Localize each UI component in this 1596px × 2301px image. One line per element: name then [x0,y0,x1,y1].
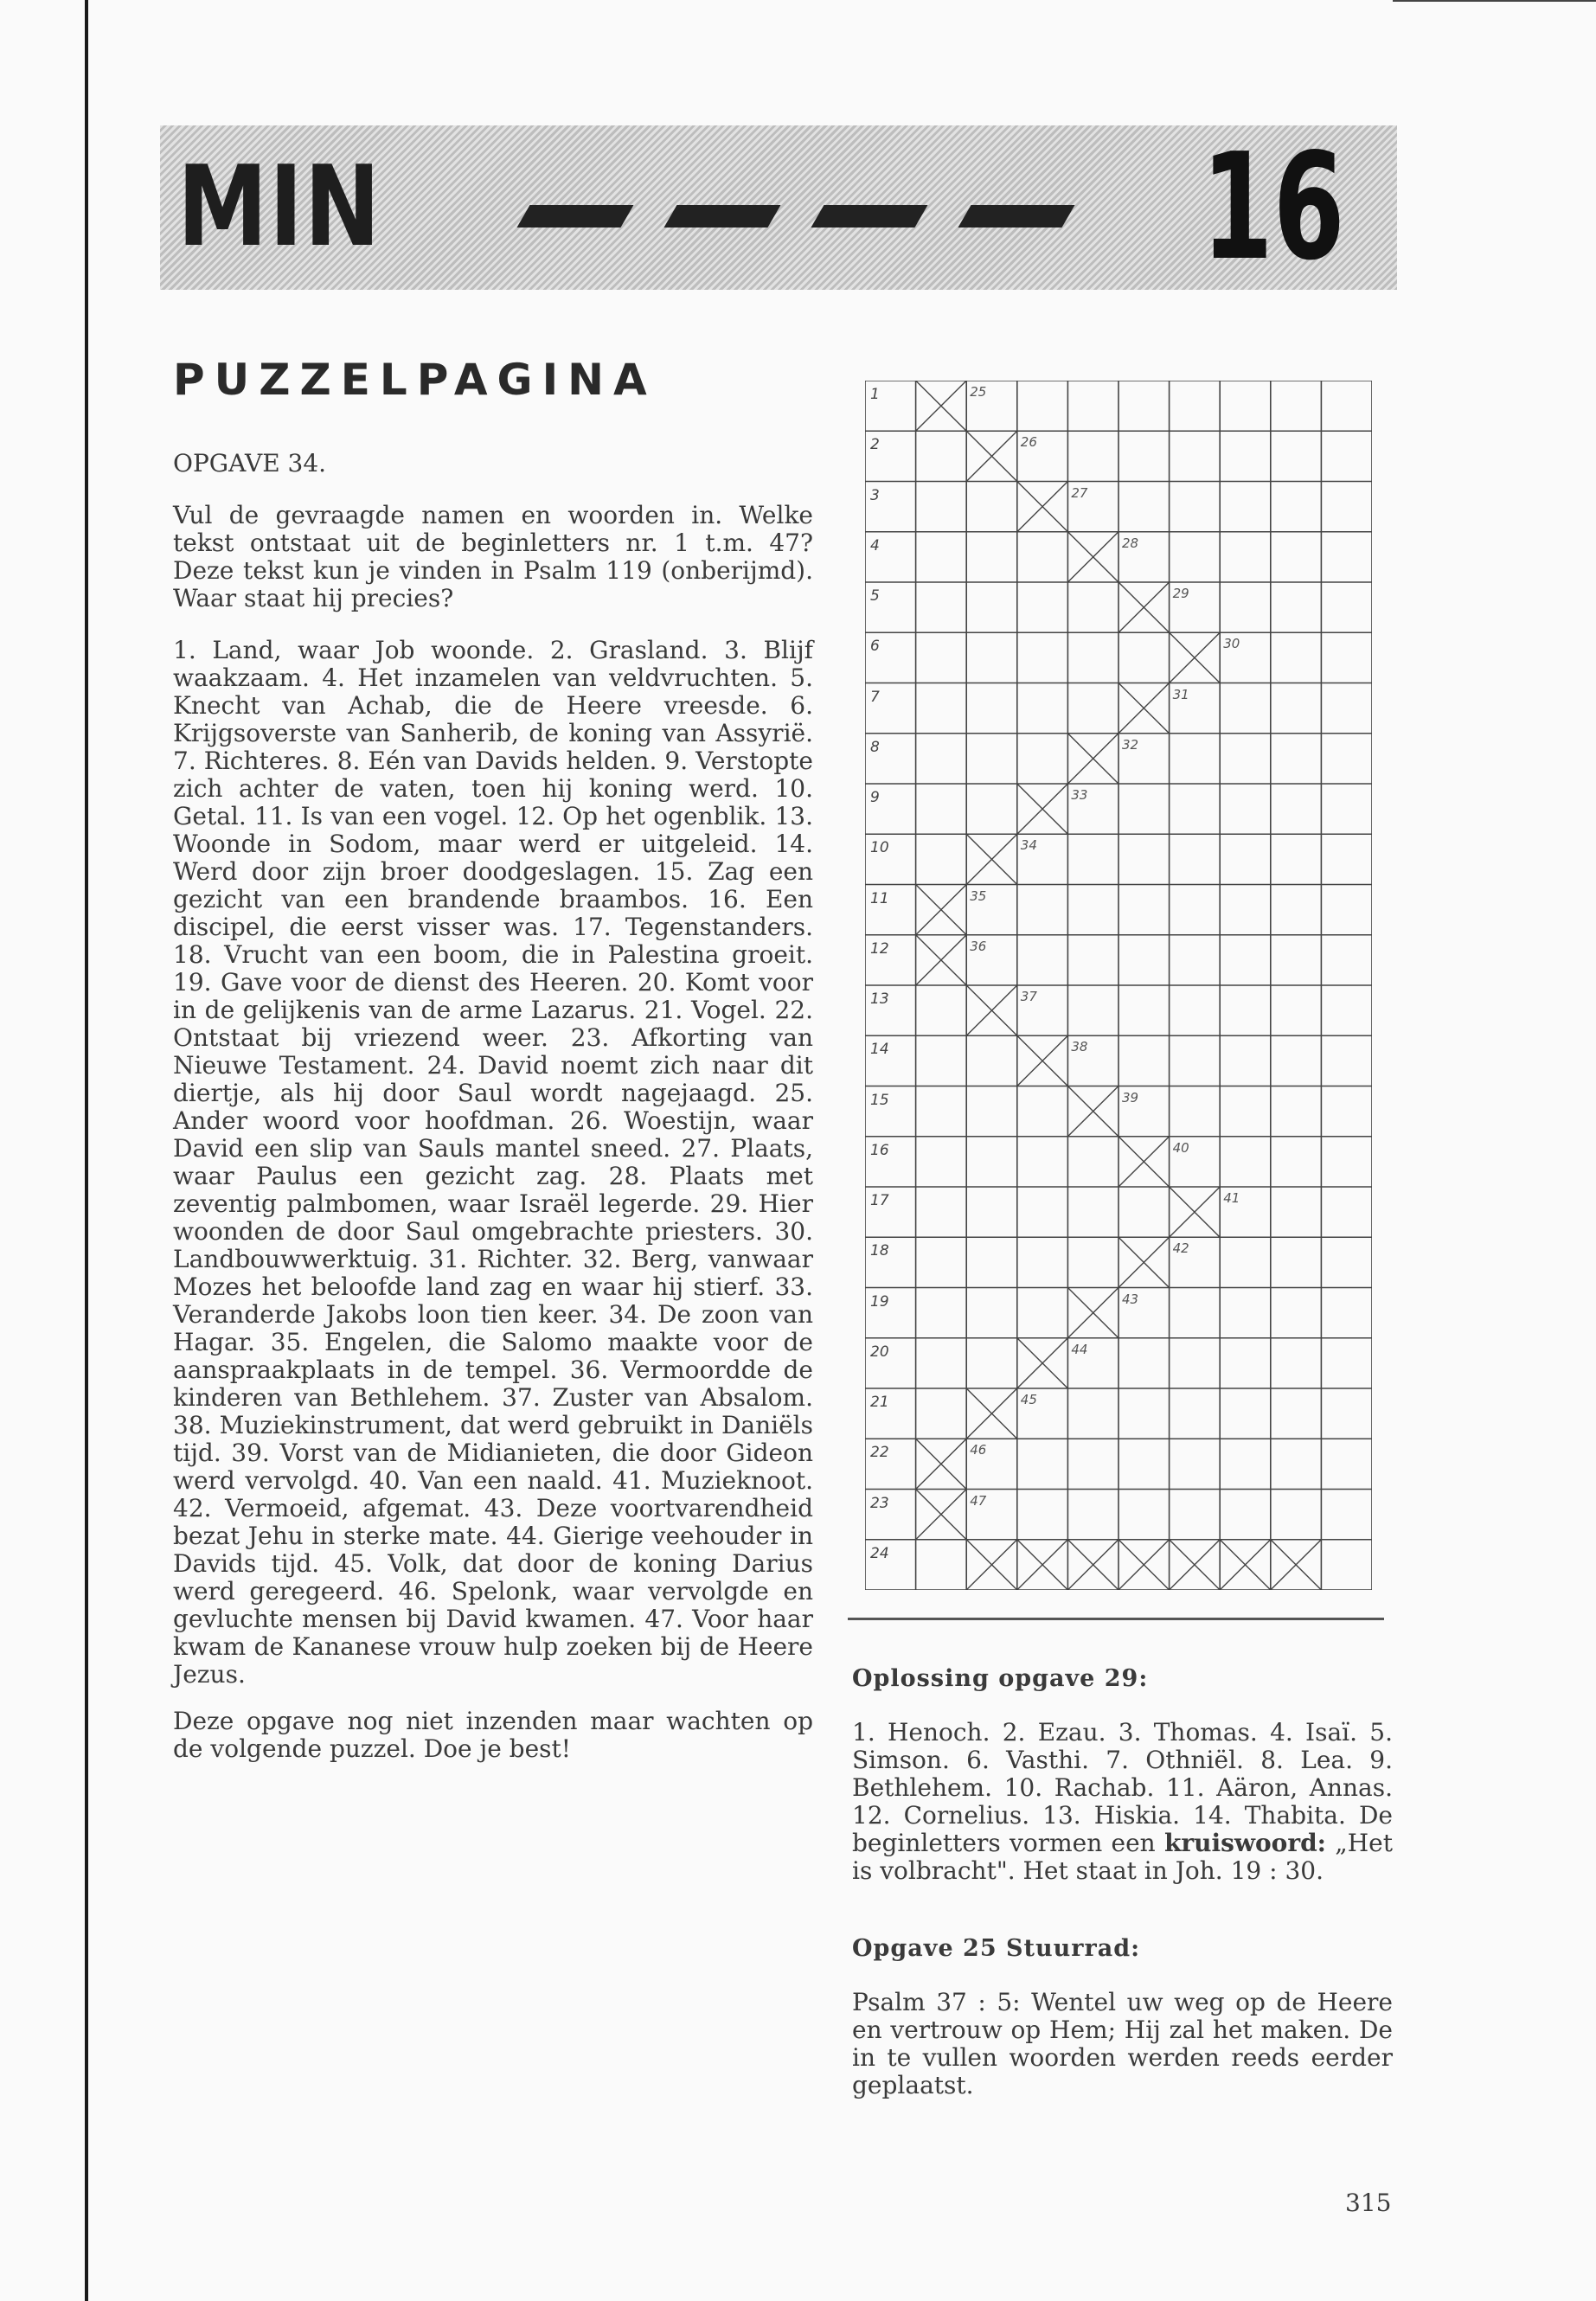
row-number-label: 22 [870,1444,889,1462]
cell-number-label: 27 [1071,484,1088,501]
solution29-text [852,1719,1393,1885]
row-number-label: 6 [870,638,880,656]
cell-number-label: 25 [970,384,987,400]
cell-number-label: 38 [1071,1039,1088,1055]
solution29-heading: Oplossing opgave 29: [852,1665,1149,1692]
row-number-label: 12 [870,939,889,958]
cell-number-label: 40 [1172,1139,1189,1156]
cell-number-label: 34 [1020,837,1037,854]
banner-dash-1 [516,205,633,228]
solutions-column [852,1665,1393,2099]
cell-number-label: 28 [1122,535,1139,551]
cell-number-label: 43 [1122,1291,1139,1307]
row-number-label: 20 [870,1343,889,1361]
banner-dash-3 [811,205,927,228]
row-number-label: 8 [870,738,880,756]
row-number-label: 18 [870,1242,889,1260]
cell-number-label: 41 [1223,1190,1240,1206]
banner-dash-4 [958,205,1074,228]
cell-number-label: 42 [1172,1240,1189,1257]
assignment-column [173,450,813,1763]
cell-number-label: 31 [1172,686,1189,702]
cell-number-label: 39 [1122,1089,1139,1106]
row-number-label: 2 [870,436,880,454]
row-number-label: 23 [870,1494,889,1512]
solution29-bold-word: kruiswoord: [1163,1829,1326,1857]
section-separator [848,1618,1384,1620]
header-banner [160,122,1397,293]
row-number-label: 7 [870,688,880,706]
row-number-label: 21 [870,1394,889,1411]
page-top-rule [1393,0,1596,2]
row-number-label: 16 [870,1141,889,1159]
row-number-label: 9 [870,789,880,806]
row-number-label: 24 [870,1544,889,1562]
cell-number-label: 36 [970,938,987,954]
assignment-intro: Vul de gevraagde namen en woorden in. Welke tekst ontstaat uit de beginletters nr. 1 t.m. 47? Deze tekst kun je vinden in Psalm 119 (onberijmd). Waar staat hij precies? [173,501,813,612]
cell-number-label: 37 [1020,989,1037,1004]
section-title: PUZZELPAGINA [173,355,657,405]
row-number-label: 14 [870,1041,889,1059]
cell-number-label: 30 [1223,636,1240,652]
crossword-grid-lines [865,381,1372,1590]
cell-number-label: 29 [1172,586,1189,601]
row-number-label: 15 [870,1091,889,1109]
assignment-heading: OPGAVE 34. [173,449,327,478]
crossword-grid [865,381,1372,1590]
cell-number-label: 26 [1020,434,1037,451]
banner-number: 16 [1202,122,1345,293]
row-number-label: 5 [870,587,880,605]
solution25-text: Psalm 37 : 5: Wentel uw weg op de Heere en vertrouw op Hem; Hij zal het maken. De in te vullen woorden werden reeds eerder geplaatst. [852,1988,1393,2099]
banner-dash-2 [663,205,780,228]
page-number: 315 [1345,2189,1392,2217]
row-number-label: 10 [870,839,889,857]
assignment-note: Deze opgave nog niet inzenden maar wachten op de volgende puzzel. Doe je best! [173,1707,813,1763]
solution29-text-before: 1. Henoch. 2. Ezau. 3. Thomas. 4. Isaï. 5. Simson. 6. Vasthi. 7. Othniël. 8. Lea. 9. Bethlehem. 10. Rachab. 11. Aäron, Annas. 12. Cornelius. 13. Hiskia. 14. Thabita. De beginletters vormen een [852,1718,1393,1857]
page-edge-rule [85,0,88,2301]
row-number-label: 3 [870,486,880,504]
row-number-label: 1 [870,386,880,403]
cell-number-label: 45 [1020,1392,1037,1407]
assignment-clues: 1. Land, waar Job woonde. 2. Grasland. 3. Blijf waakzaam. 4. Het inzamelen van veldvruchten. 5. Knecht van Achab, die de Heere vreesde. 6. Krijgsoverste van Sanherib, de koning van Assyrië. 7. Richteres. 8. Eén van Davids helden. 9. Verstopte zich achter de vaten, toen hij koning werd. 10. Getal. 11. Is van een vogel. 12. Op het ogenblik. 13. Woonde in Sodom, maar werd er uitgeleid. 14. Werd door zijn broer doodgeslagen. 15. Zag een gezicht van een brandende braambos. 16. Een discipel, die eerst visser was. 17. Tegenstanders. 18. Vrucht van een boom, die in Palestina groeit. 19. Gave voor de dienst des Heeren. 20. Komt voor in de gelijkenis van de arme Lazarus. 21. Vogel. 22. Ontstaat bij vriezend weer. 23. Afkorting van Nieuwe Testament. 24. David noemt zich naar dit diertje, als hij door Saul wordt nagejaagd. 25. Ander woord voor hoofdman. 26. Woestijn, waar David een slip van Sauls mantel sneed. 27. Plaats, waar Paulus een gezicht zag. 28. Plaats met zeventig palmbomen, waar Israël legerde. 29. Hier woonden de door Saul omgebrachte priesters. 30. Landbouwwerktuig. 31. Richter. 32. Berg, vanwaar Mozes het beloofde land zag en waar hij stierf. 33. Veranderde Jakobs loon tien keer. 34. De zoon van Hagar. 35. Engelen, die Salomo maakte voor de aanspraakplaats in de tempel. 36. Vermoordde de kinderen van Bethlehem. 37. Zuster van Absalom. 38. Muziekinstrument, dat werd gebruikt in Daniëls tijd. 39. Vorst van de Midianieten, die door Gideon werd vervolgd. 40. Van een naald. 41. Muzieknoot. 42. Vermoeid, afgemat. 43. Deze voortvarendheid bezat Jehu in sterke mate. 44. Gierige veehouder in Davids tijd. 45. Volk, dat door de koning Darius werd geregeerd. 46. Spelonk, waar vervolgde en gevluchte mensen bij David kwamen. 47. Voor haar kwam de Kananese vrouw hulp zoeken bij de Heere Jezus. [173,636,813,1689]
cell-number-label: 33 [1071,787,1088,803]
banner-title-left: MIN [177,143,382,272]
cell-number-label: 47 [970,1492,987,1509]
solution29-text-after: „Het is volbracht". Het staat in Joh. 19 : 30. [852,1829,1393,1885]
cell-number-label: 46 [970,1442,987,1458]
row-number-label: 19 [870,1292,889,1311]
cell-number-label: 44 [1071,1341,1088,1357]
solution25-heading: Opgave 25 Stuurrad: [852,1935,1141,1962]
cell-number-label: 32 [1122,736,1139,753]
row-number-label: 4 [870,536,880,554]
row-number-label: 17 [870,1192,889,1209]
cell-number-label: 35 [970,888,987,904]
row-number-label: 11 [870,889,889,907]
row-number-label: 13 [870,990,889,1008]
